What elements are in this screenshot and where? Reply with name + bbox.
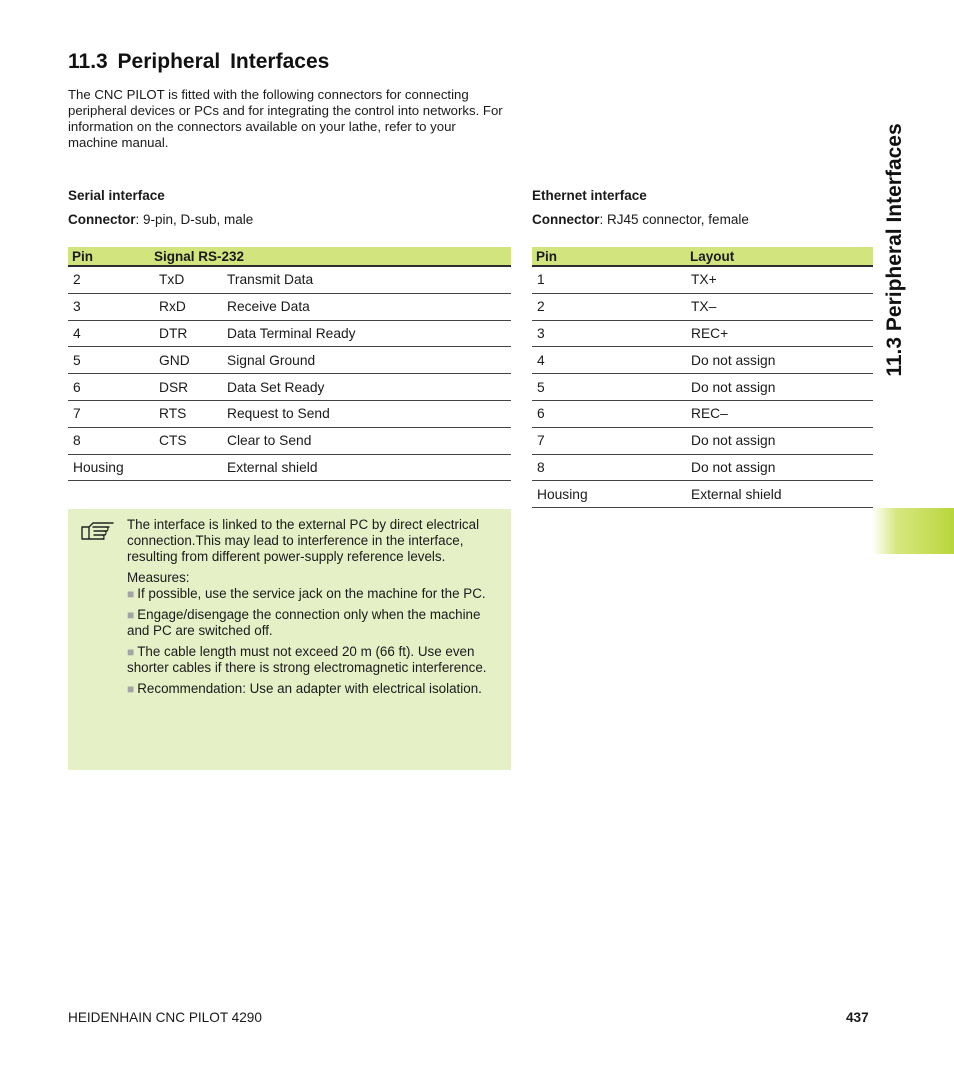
table-row <box>68 293 511 320</box>
ethernet-connector-line <box>532 212 749 227</box>
ethernet-connector-value: : RJ45 connector, female <box>599 212 749 227</box>
square-bullet-icon: ■ <box>127 608 135 622</box>
layout-cell: Do not assign <box>686 427 873 454</box>
description-cell: Request to Send <box>222 400 511 427</box>
measures-label: Measures: <box>127 570 190 585</box>
pin-cell: 2 <box>532 293 686 320</box>
pin-cell: Housing <box>68 454 154 481</box>
pin-cell: 2 <box>68 266 154 293</box>
chapter-tab-marker <box>872 508 954 554</box>
serial-connector-value: : 9-pin, D-sub, male <box>135 212 254 227</box>
pin-cell: 8 <box>68 427 154 454</box>
signal-cell <box>154 454 222 481</box>
table-row <box>532 320 873 347</box>
list-item <box>127 644 503 676</box>
note-text: The interface is linked to the external PC by direct electrical connection.This may lead to interference in the interface, resulting from different power-supply reference levels. <box>127 517 480 564</box>
table-row <box>68 400 511 427</box>
pin-cell: 3 <box>532 320 686 347</box>
description-cell: Clear to Send <box>222 427 511 454</box>
column-header-pin: Pin <box>68 247 154 266</box>
table-row <box>532 454 873 481</box>
column-header-pin: Pin <box>532 247 686 266</box>
serial-connector-label: Connector <box>68 212 136 227</box>
description-cell: Data Terminal Ready <box>222 320 511 347</box>
serial-connector-line <box>68 212 253 227</box>
ethernet-pin-table <box>532 247 873 508</box>
table-row <box>532 374 873 401</box>
pin-cell: 3 <box>68 293 154 320</box>
description-cell: Data Set Ready <box>222 374 511 401</box>
ethernet-interface-heading: Ethernet interface <box>532 188 647 203</box>
table-row <box>532 347 873 374</box>
measures-list <box>127 586 503 697</box>
description-cell: Transmit Data <box>222 266 511 293</box>
table-row <box>532 400 873 427</box>
column-header-signal: Signal RS-232 <box>154 247 511 266</box>
table-row <box>68 347 511 374</box>
pin-cell: 4 <box>68 320 154 347</box>
list-item-text: The cable length must not exceed 20 m (66 ft). Use even shorter cables if there is strong electromagnetic interference. <box>127 644 487 675</box>
page-number: 437 <box>846 1010 869 1025</box>
table-row <box>68 374 511 401</box>
table-row <box>532 293 873 320</box>
signal-cell: DTR <box>154 320 222 347</box>
table-row <box>68 320 511 347</box>
signal-cell: GND <box>154 347 222 374</box>
list-item-text: If possible, use the service jack on the machine for the PC. <box>137 586 486 601</box>
pin-cell: 8 <box>532 454 686 481</box>
list-item-text: Engage/disengage the connection only when the machine and PC are switched off. <box>127 607 481 638</box>
signal-cell: DSR <box>154 374 222 401</box>
layout-cell: Do not assign <box>686 374 873 401</box>
layout-cell: Do not assign <box>686 347 873 374</box>
list-item-text: Recommendation: Use an adapter with electrical isolation. <box>137 681 482 696</box>
note-body <box>127 517 503 702</box>
description-cell: External shield <box>222 454 511 481</box>
square-bullet-icon: ■ <box>127 645 135 659</box>
table-row <box>532 481 873 508</box>
signal-cell: TxD <box>154 266 222 293</box>
table-row <box>68 427 511 454</box>
pin-cell: 6 <box>68 374 154 401</box>
pin-cell: 5 <box>532 374 686 401</box>
pin-cell: 7 <box>68 400 154 427</box>
layout-cell: External shield <box>686 481 873 508</box>
page-title: 11.3 Peripheral Interfaces <box>68 50 330 73</box>
table-row <box>68 454 511 481</box>
signal-cell: RxD <box>154 293 222 320</box>
layout-cell: Do not assign <box>686 454 873 481</box>
ethernet-connector-label: Connector <box>532 212 600 227</box>
table-row <box>532 266 873 293</box>
column-header-layout: Layout <box>686 247 873 266</box>
pin-cell: Housing <box>532 481 686 508</box>
intro-paragraph: The CNC PILOT is fitted with the following connectors for connecting peripheral devices or PCs and for integrating the control into networks. For information on the connectors available on your lathe, refer to your machine manual. <box>68 87 503 150</box>
layout-cell: TX– <box>686 293 873 320</box>
note-box <box>68 509 511 770</box>
pin-cell: 6 <box>532 400 686 427</box>
pin-cell: 4 <box>532 347 686 374</box>
signal-cell: RTS <box>154 400 222 427</box>
table-header-row <box>532 247 873 266</box>
pin-cell: 5 <box>68 347 154 374</box>
signal-cell: CTS <box>154 427 222 454</box>
description-cell: Signal Ground <box>222 347 511 374</box>
pin-cell: 1 <box>532 266 686 293</box>
serial-interface-heading: Serial interface <box>68 188 165 203</box>
layout-cell: TX+ <box>686 266 873 293</box>
description-cell: Receive Data <box>222 293 511 320</box>
list-item <box>127 681 503 697</box>
layout-cell: REC+ <box>686 320 873 347</box>
side-chapter-label: 11.3 Peripheral Interfaces <box>883 123 906 377</box>
table-row <box>532 427 873 454</box>
list-item <box>127 586 503 602</box>
square-bullet-icon: ■ <box>127 682 135 696</box>
list-item <box>127 607 503 639</box>
pin-cell: 7 <box>532 427 686 454</box>
table-header-row <box>68 247 511 266</box>
square-bullet-icon: ■ <box>127 587 135 601</box>
footer-manual-title: HEIDENHAIN CNC PILOT 4290 <box>68 1010 262 1025</box>
table-row <box>68 266 511 293</box>
layout-cell: REC– <box>686 400 873 427</box>
pointing-hand-icon <box>80 519 116 541</box>
serial-pin-table <box>68 247 511 481</box>
